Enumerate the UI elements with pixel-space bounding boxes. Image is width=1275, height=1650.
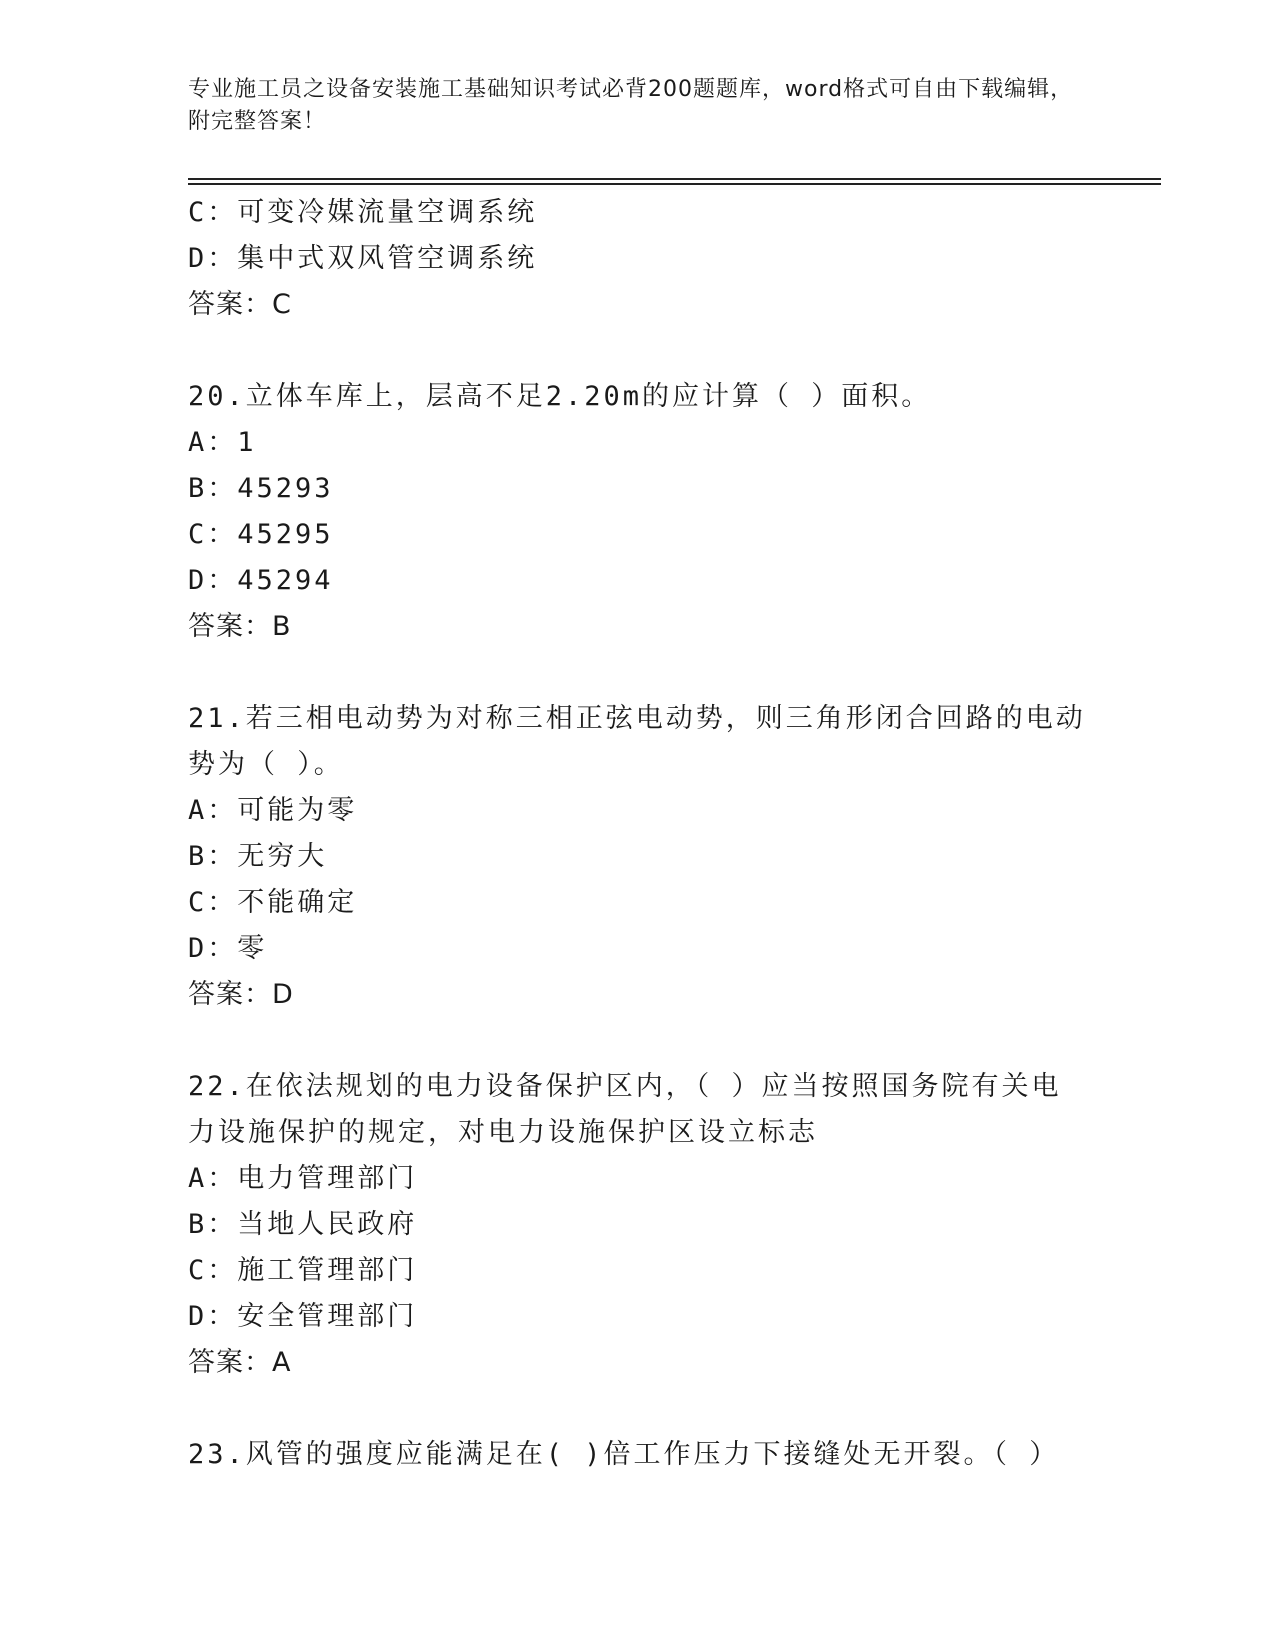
header-title: 专业施工员之设备安装施工基础知识考试必背200题题库，word格式可自由下载编辑，附完整答案！ [188, 77, 1074, 134]
question-stem: 23.风管的强度应能满足在( )倍工作压力下接缝处无开裂。（ ） [188, 1439, 1060, 1470]
question-22 [188, 1064, 1088, 1386]
document-header [188, 74, 1088, 138]
answer: 答案：C [188, 289, 292, 320]
option-c: C：施工管理部门 [188, 1255, 418, 1286]
question-20 [188, 374, 1088, 650]
option-a: A：电力管理部门 [188, 1163, 418, 1194]
question-23 [188, 1432, 1088, 1478]
option-d: D：零 [188, 933, 268, 964]
answer: 答案：D [188, 979, 294, 1010]
answer: 答案：A [188, 1347, 292, 1378]
question-list [188, 190, 1088, 1524]
option-b: B：无穷大 [188, 841, 328, 872]
question-stem: 21.若三相电动势为对称三相正弦电动势，则三角形闭合回路的电动势为（ ）。 [188, 703, 1086, 780]
question-stem: 20.立体车库上，层高不足2.20m的应计算（ ）面积。 [188, 381, 932, 412]
question-21 [188, 696, 1088, 1018]
option-a: A：可能为零 [188, 795, 358, 826]
header-divider-top [188, 178, 1161, 180]
option-b: B：当地人民政府 [188, 1209, 418, 1240]
option-d: D：45294 [188, 565, 334, 596]
option-d: D：集中式双风管空调系统 [188, 243, 538, 274]
option-a: A：1 [188, 427, 257, 458]
option-b: B：45293 [188, 473, 334, 504]
question-previous-tail [188, 190, 1088, 328]
option-c: C：45295 [188, 519, 334, 550]
option-c: C：不能确定 [188, 887, 358, 918]
answer: 答案：B [188, 611, 292, 642]
option-d: D：安全管理部门 [188, 1301, 418, 1332]
question-stem: 22.在依法规划的电力设备保护区内，（ ）应当按照国务院有关电力设施保护的规定，对电力设施保护区设立标志 [188, 1071, 1062, 1148]
header-divider-bottom [188, 183, 1161, 185]
option-c: C：可变冷媒流量空调系统 [188, 197, 538, 228]
